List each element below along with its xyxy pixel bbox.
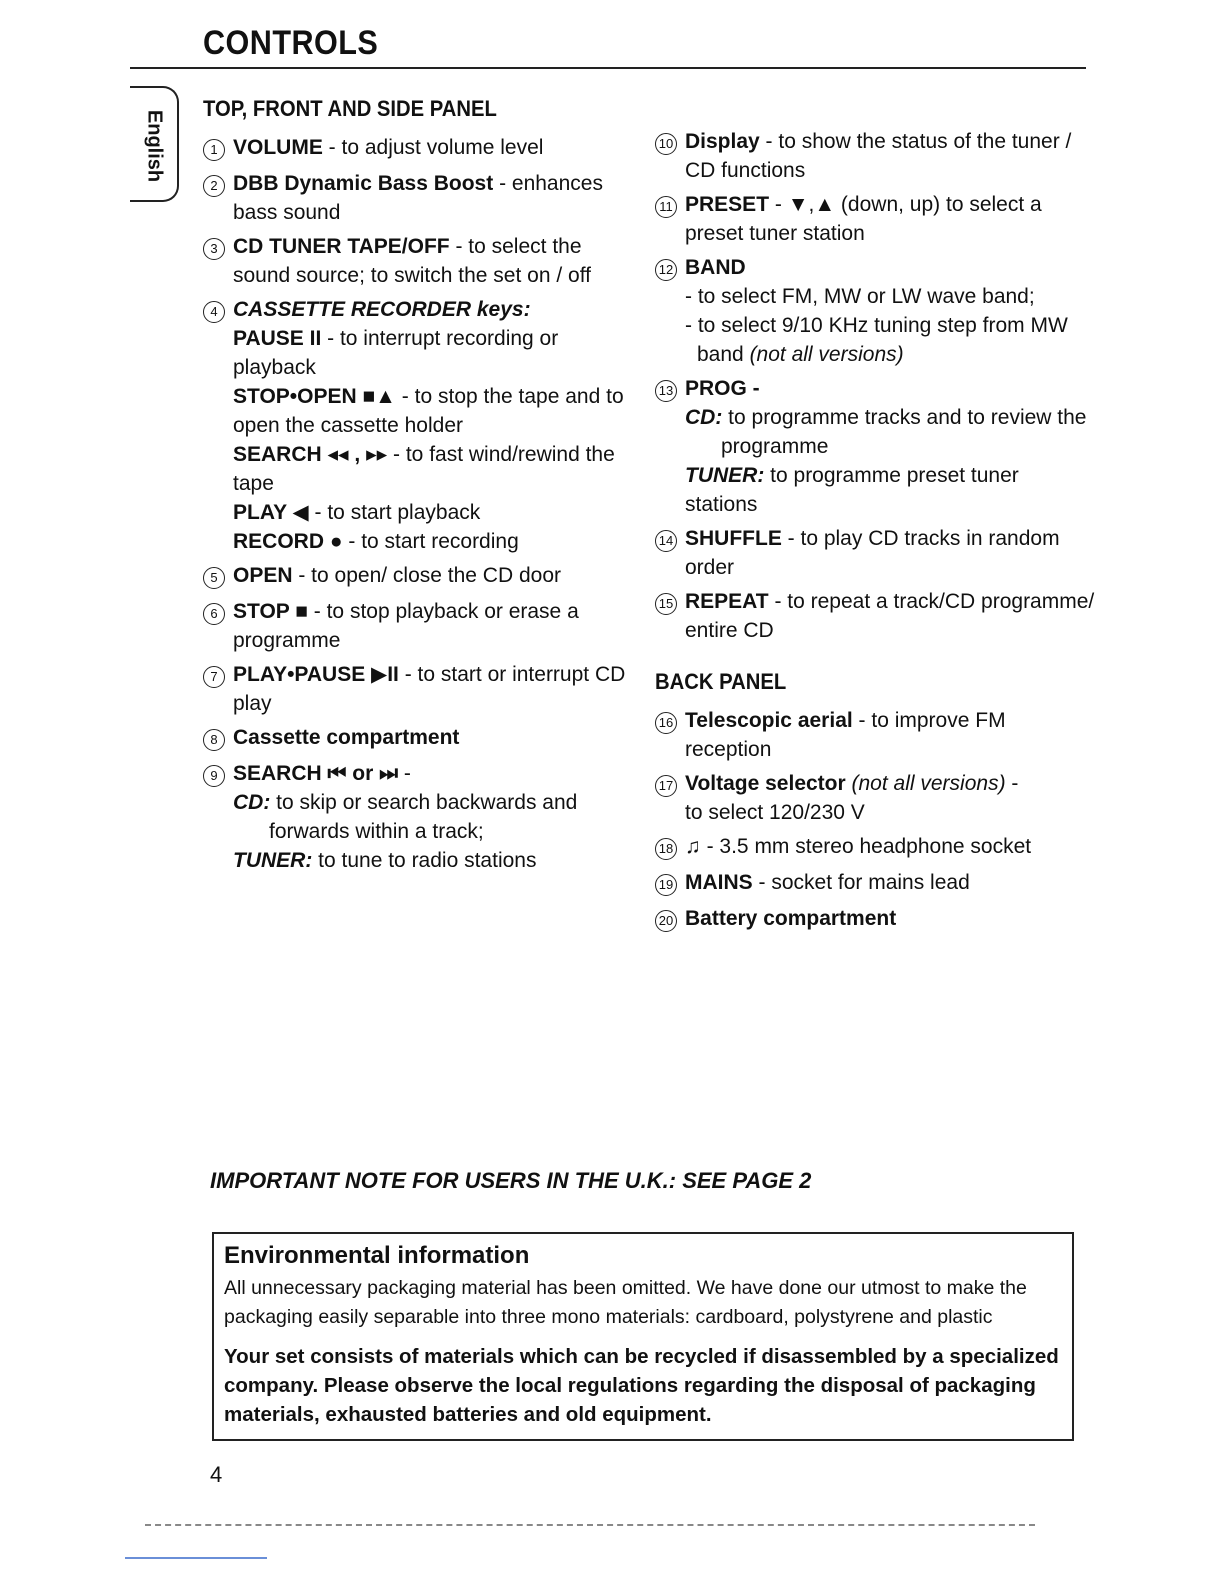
mode-label-tuner: TUNER:	[685, 464, 765, 487]
item-number-badge: 4	[203, 295, 233, 556]
item-number-badge: 1	[203, 133, 233, 164]
item-number-badge: 3	[203, 232, 233, 290]
item-number-badge: 15	[655, 587, 685, 645]
control-item-prog: 13 PROG - CD: to programme tracks and to review the programme TUNER: to programme preset tuner stations	[655, 374, 1095, 519]
control-item: 18 ♫ - 3.5 mm stereo headphone socket	[655, 832, 1095, 863]
mode-label-cd: CD:	[685, 406, 723, 429]
left-column	[203, 94, 633, 880]
uk-note: IMPORTANT NOTE FOR USERS IN THE U.K.: SEE PAGE 2	[210, 1168, 812, 1193]
control-name: Voltage selector	[685, 772, 846, 795]
control-name: Telescopic aerial	[685, 709, 853, 732]
control-name: CASSETTE RECORDER keys:	[233, 298, 531, 321]
item-number-badge: 16	[655, 706, 685, 764]
control-item: 15 REPEAT - to repeat a track/CD programme/ entire CD	[655, 587, 1095, 645]
control-item	[655, 904, 1095, 935]
control-item-cassette-keys	[203, 295, 633, 556]
cassette-key-pause: PAUSE II - to interrupt recording or playback	[233, 327, 559, 379]
control-name: Display	[685, 130, 760, 153]
control-name: SEARCH ⏮ or ⏭	[233, 762, 398, 785]
cassette-key-play: PLAY ◀ - to start playback	[233, 501, 481, 524]
page-title: CONTROLS	[203, 24, 379, 62]
control-name: OPEN	[233, 564, 293, 587]
env-title: Environmental information	[224, 1242, 530, 1269]
footer-blue-line	[125, 1557, 267, 1559]
control-item-band: 12 BAND - to select FM, MW or LW wave band; - to select 9/10 KHz tuning step from MW band (not all versions)	[655, 253, 1095, 369]
section-title-back-panel: BACK PANEL	[655, 669, 787, 694]
control-name: Cassette compartment	[233, 726, 460, 749]
cassette-key-stop-open: STOP•OPEN ■▲ - to stop the tape and to open the cassette holder	[233, 385, 624, 437]
item-number-badge: 10	[655, 127, 685, 185]
item-number-badge: 13	[655, 374, 685, 519]
control-item	[203, 723, 633, 754]
control-item-search: 9 SEARCH ⏮ or ⏭ - CD: to skip or search backwards and forwards within a track; TUNER: to tune to radio stations	[203, 759, 633, 875]
control-item: 17 Voltage selector (not all versions) - to select 120/230 V	[655, 769, 1095, 827]
control-name: BAND	[685, 256, 746, 279]
item-number-badge: 9	[203, 759, 233, 875]
control-name: PLAY•PAUSE ▶II	[233, 663, 399, 686]
language-tab	[130, 86, 179, 202]
control-item: 19 MAINS - socket for mains lead	[655, 868, 1095, 899]
control-desc: - to open/ close the CD door	[292, 564, 561, 587]
control-name: DBB Dynamic Bass Boost	[233, 172, 494, 195]
item-number-badge: 6	[203, 597, 233, 655]
item-number-badge: 19	[655, 868, 685, 899]
control-item: 11 PRESET - ▼,▲ (down, up) to select a preset tuner station	[655, 190, 1095, 248]
control-desc: - to adjust volume level	[322, 136, 544, 159]
footer-dashed-rule	[145, 1524, 1035, 1526]
control-item	[203, 169, 633, 227]
control-item: 14 SHUFFLE - to play CD tracks in random order	[655, 524, 1095, 582]
control-name: STOP ■	[233, 600, 308, 623]
control-name: Battery compartment	[685, 907, 897, 930]
cassette-key-search: SEARCH ◂◂ , ▸▸ - to fast wind/rewind the tape	[233, 443, 615, 495]
mode-label-cd: CD:	[233, 791, 271, 814]
control-item	[203, 660, 633, 718]
section-title-top-front-side: TOP, FRONT AND SIDE PANEL	[203, 96, 497, 121]
control-item	[203, 561, 633, 592]
language-tab-label: English	[143, 109, 166, 183]
control-name: PROG -	[685, 377, 760, 400]
control-item: 16 Telescopic aerial - to improve FM reception	[655, 706, 1095, 764]
item-number-badge: 8	[203, 723, 233, 754]
mode-label-tuner: TUNER:	[233, 849, 313, 872]
control-name: VOLUME	[233, 136, 323, 159]
right-column	[655, 127, 1095, 940]
control-name: REPEAT	[685, 590, 769, 613]
title-rule	[130, 67, 1086, 69]
item-number-badge: 17	[655, 769, 685, 827]
item-number-badge: 18	[655, 832, 685, 863]
control-name: PRESET	[685, 193, 770, 216]
page-number: 4	[210, 1462, 223, 1487]
item-number-badge: 12	[655, 253, 685, 369]
control-desc: - enhances bass sound	[233, 172, 603, 224]
item-number-badge: 2	[203, 169, 233, 227]
environmental-info-box	[212, 1232, 1074, 1441]
headphone-icon: ♫	[685, 835, 701, 858]
item-number-badge: 11	[655, 190, 685, 248]
control-name: SHUFFLE	[685, 527, 782, 550]
item-number-badge: 5	[203, 561, 233, 592]
item-number-badge: 20	[655, 904, 685, 935]
cassette-key-record: RECORD ● - to start recording	[233, 530, 519, 553]
control-desc: - to start or interrupt CD play	[233, 663, 626, 715]
control-name: CD TUNER TAPE/OFF	[233, 235, 450, 258]
control-item	[203, 597, 633, 655]
control-item	[203, 133, 633, 164]
control-desc: - to select the sound source; to switch the set on / off	[233, 235, 591, 287]
env-paragraph: All unnecessary packaging material has been omitted. We have done our utmost to make the packaging easily separable into three mono materials: cardboard, polystyrene and plastic	[224, 1277, 1027, 1328]
env-paragraph-bold: Your set consists of materials which can be recycled if disassembled by a specialized company. Please observe the local regulations regarding the disposal of packaging materials, exhausted batteries and old equipment.	[224, 1345, 1059, 1426]
item-number-badge: 7	[203, 660, 233, 718]
control-desc: - to stop playback or erase a programme	[233, 600, 579, 652]
control-name: MAINS	[685, 871, 753, 894]
item-number-badge: 14	[655, 524, 685, 582]
control-item: 10 Display - to show the status of the tuner / CD functions	[655, 127, 1095, 185]
control-item	[203, 232, 633, 290]
